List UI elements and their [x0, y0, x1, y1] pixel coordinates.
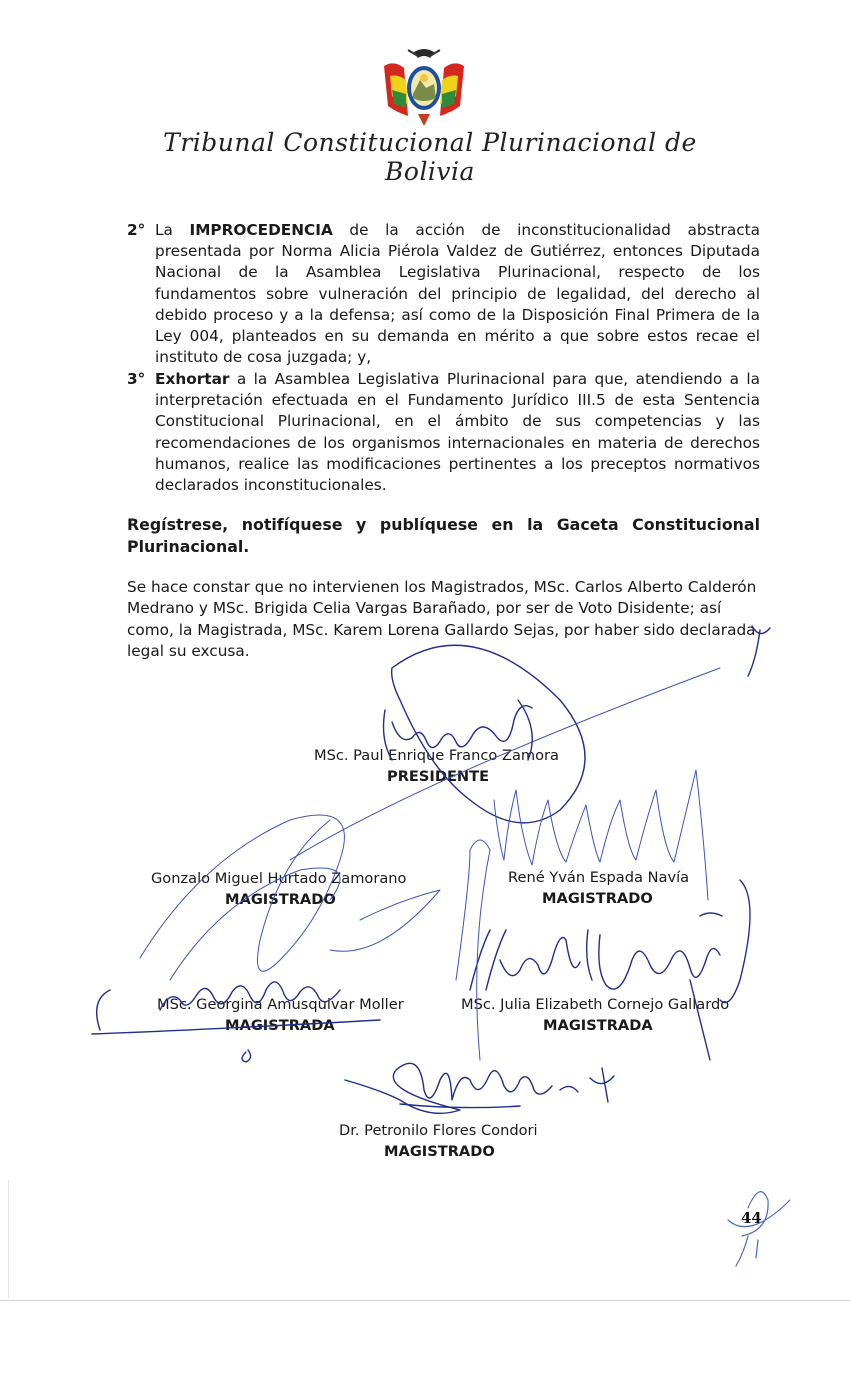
signatory-name: René Yván Espada Navía [508, 869, 690, 886]
resolution-lead: La [155, 221, 190, 239]
signature-stroke [242, 1050, 251, 1062]
recusal-note: Se hace constar que no intervienen los Magistrados, MSc. Carlos Alberto Calderón Medrano y MSc. Brigida Celia Vargas Barañado, por ser de Voto Disidente; así como, la Magistrada, MSc. Karem Lorena Gallardo Sejas, por haber sido declarada legal su excusa. [127, 578, 757, 660]
resolution-text: de la acción de inconstitucionalidad abstracta presentada por Norma Alicia Piérola Valdez de Gutiérrez, entonces Diputada Nacional de la Asamblea Legislativa Plurinacional, respecto de los fundamentos sobre vulneración del principio de legalidad, del derecho al debido proceso y a la defensa; así como de la Disposición Final Primera de la Ley 004, planteados en su demanda en mérito a que sobre estos recae el instituto de cosa juzgada; y, [155, 221, 760, 367]
signature-stroke [290, 668, 720, 860]
page-number: 44 [741, 1209, 762, 1227]
signatory-name: MSc. Georgina Amusquivar Moller [157, 996, 404, 1013]
signatory-role: MAGISTRADO [225, 891, 336, 908]
signature-stroke [470, 930, 720, 1060]
signatory-name: MSc. Julia Elizabeth Cornejo Gallardo [461, 996, 730, 1013]
signatory-name: Dr. Petronilo Flores Condori [339, 1122, 538, 1139]
signatory-role-president: PRESIDENTE [387, 768, 490, 785]
signature-stroke [700, 880, 750, 1003]
resolution-number: 2° [127, 221, 146, 239]
institution-title: Tribunal Constitucional Plurinacional de Bolivia [163, 128, 697, 186]
signature-stroke [330, 890, 440, 951]
signatory-role: MAGISTRADO [384, 1143, 495, 1160]
page-edge [8, 1180, 9, 1298]
signatory-name-president: MSc. Paul Enrique Franco Zamora [314, 747, 559, 764]
resolution-text: a la Asamblea Legislativa Plurinacional para que, atendiendo a la interpretación efectuada en el Fundamento Jurídico III.5 de esta Sentencia Constitucional Plurinacional, en el ámbito de sus competencias y las recomendaciones de los organismos internacionales en materia de derechos humanos, realice las modificaciones pertinentes a los preceptos normativos declarados inconstitucionales. [155, 370, 760, 495]
signature-stroke [400, 1104, 520, 1108]
signatory-role: MAGISTRADA [543, 1017, 653, 1034]
rubric-stroke [728, 1192, 790, 1266]
resolution-keyword: Exhortar [155, 370, 230, 388]
signatory-role: MAGISTRADA [225, 1017, 335, 1034]
signatory-role: MAGISTRADO [542, 890, 653, 907]
signature-stroke [456, 840, 490, 1060]
resolution-2 [127, 220, 760, 368]
signature-stroke [392, 645, 585, 823]
signature-stroke [345, 1063, 614, 1113]
resolution-number: 3° [127, 370, 146, 388]
coat-of-arms-icon [378, 46, 470, 128]
closing-statement: Regístrese, notifíquese y publíquese en la Gaceta Constitucional Plurinacional. [127, 515, 760, 556]
signatory-name: Gonzalo Miguel Hurtado Zamorano [151, 870, 407, 887]
resolution-3 [127, 369, 760, 496]
resolution-keyword: IMPROCEDENCIA [189, 221, 333, 239]
